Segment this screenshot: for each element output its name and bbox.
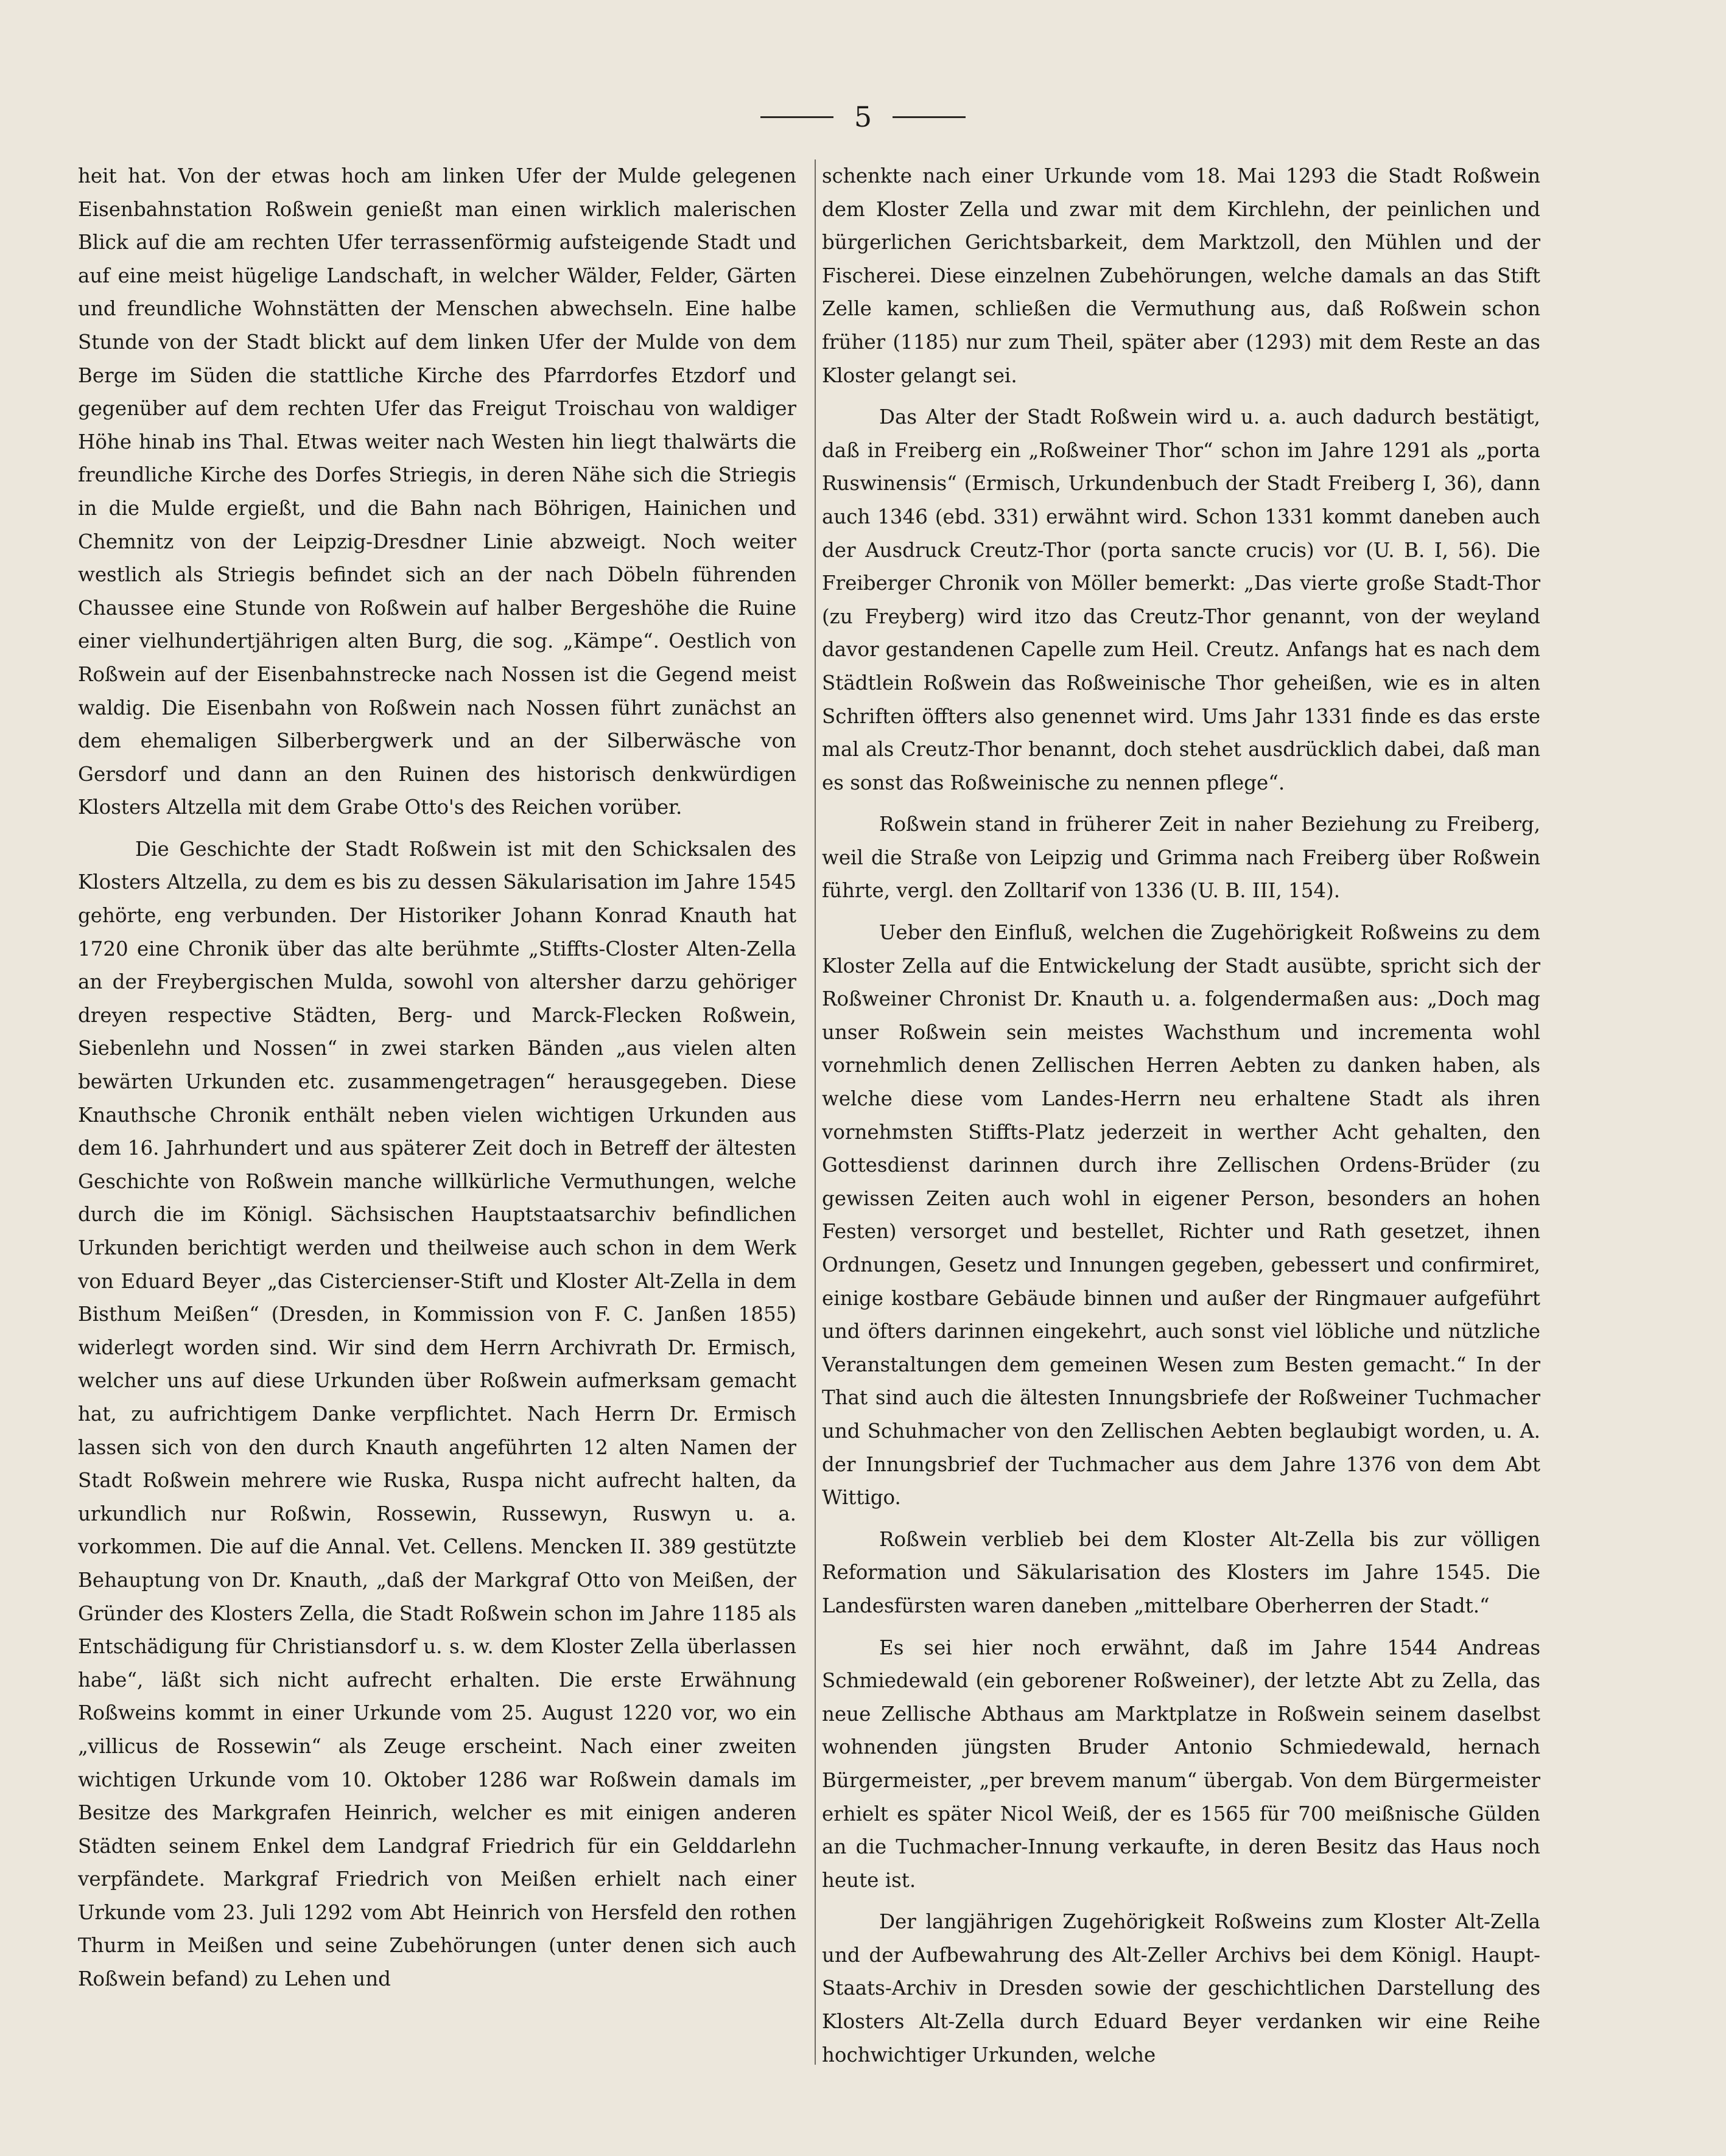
paragraph: Roßwein verblieb bei dem Kloster Alt-Zella bis zur völligen Reformation und Säkularisation des Klosters im Jahre 1545. Die Landesfürsten waren daneben „mittelbare Oberherren der Stadt.“ bbox=[822, 1527, 1540, 1617]
paragraph: schenkte nach einer Urkunde vom 18. Mai 1293 die Stadt Roßwein dem Kloster Zella und zwar mit dem Kirchlehn, der peinlichen und bürgerlichen Gerichtsbarkeit, dem Marktzoll, den Mühlen und der Fischerei. Diese einzelnen Zubehörungen, welche damals an das Stift Zelle kamen, schließen die Vermuthung aus, daß Roßwein schon früher (1185) nur zum Theil, später aber (1293) mit dem Reste an das Kloster gelangt sei. bbox=[822, 164, 1540, 387]
header-rule-right bbox=[893, 116, 966, 118]
paragraph: Das Alter der Stadt Roßwein wird u. a. auch dadurch bestätigt, daß in Freiberg ein „Roßweiner Thor“ schon im Jahre 1291 als „porta Ruswinensis“ (Ermisch, Urkundenbuch der Stadt Freiberg I, 36), dann auch 1346 (ebd. 331) erwähnt wird. Schon 1331 kommt daneben auch der Ausdruck Creutz-Thor (porta sancte crucis) vor (U. B. I, 56). Die Freiberger Chronik von Möller bemerkt: „Das vierte große Stadt-Thor (zu Freyberg) wird itzo das Creutz-Thor genannt, von der weyland davor gestandenen Capelle zum Heil. Creutz. Anfangs hat es nach dem Städtlein Roßwein das Roßweinische Thor geheißen, wie es in alten Schriften öffters also genennet wird. Ums Jahr 1331 finde es das erste mal als Creutz-Thor benannt, doch stehet ausdrücklich dabei, daß man es sonst das Roßweinische zu nennen pflege“. bbox=[822, 405, 1540, 794]
header-rule-left bbox=[760, 116, 833, 118]
paragraph: Ueber den Einfluß, welchen die Zugehörigkeit Roßweins zu dem Kloster Zella auf die Entwickelung der Stadt ausübte, spricht sich der Roßweiner Chronist Dr. Knauth u. a. folgendermaßen aus: „Doch mag unser Roßwein sein meistes Wachsthum und incrementa wohl vornehmlich denen Zellischen Herren Aebten zu danken haben, als welche diese vom Landes-Herrn neu erhaltene Stadt als ihren vornehmsten Stiffts-Platz jederzeit in werther Acht gehalten, den Gottesdienst darinnen durch ihre Zellischen Ordens-Brüder (zu gewissen Zeiten auch wohl in eigener Person, besonders an hohen Festen) versorget und bestellet, Richter und Rath gesetzet, ihnen Ordnungen, Gesetz und Innungen gegeben, gebessert und confirmiret, einige kostbare Gebäude binnen und außer der Ringmauer aufgeführt und öfters darinnen eingekehrt, auch sonst viel löbliche und nützliche Veranstaltungen dem gemeinen Wesen zum Besten gemacht.“ In der That sind auch die ältesten Innungsbriefe der Roßweiner Tuchmacher und Schuhmacher von den Zellischen Aebten beglaubigt worden, u. A. der Innungsbrief der Tuchmacher aus dem Jahre 1376 von dem Abt Wittigo. bbox=[822, 921, 1540, 1510]
paragraph: heit hat. Von der etwas hoch am linken Ufer der Mulde gelegenen Eisenbahnstation Roßwein genießt man einen wirklich malerischen Blick auf die am rechten Ufer terrassenförmig aufsteigende Stadt und auf eine meist hügelige Landschaft, in welcher Wälder, Felder, Gärten und freundliche Wohnstätten der Menschen abwechseln. Eine halbe Stunde von der Stadt blickt auf dem linken Ufer der Mulde von dem Berge im Süden die stattliche Kirche des Pfarrdorfes Etzdorf und gegenüber auf dem rechten Ufer das Freigut Troischau von waldiger Höhe hinab ins Thal. Etwas weiter nach Westen hin liegt thalwärts die freundliche Kirche des Dorfes Striegis, in deren Nähe sich die Striegis in die Mulde ergießt, und die Bahn nach Böhrigen, Hainichen und Chemnitz von der Leipzig-Dresdner Linie abzweigt. Noch weiter westlich als Striegis befindet sich an der nach Döbeln führenden Chaussee eine Stunde von Roßwein auf halber Bergeshöhe die Ruine einer vielhundertjährigen alten Burg, die sog. „Kämpe“. Oestlich von Roßwein auf der Eisenbahnstrecke nach Nossen ist die Gegend meist waldig. Die Eisenbahn von Roßwein nach Nossen führt zunächst an dem ehemaligen Silberbergwerk und an der Silberwäsche von Gersdorf und dann an den Ruinen des historisch denkwürdigen Klosters Altzella mit dem Grabe Otto's des Reichen vorüber. bbox=[78, 164, 796, 819]
right-column bbox=[822, 159, 1540, 2077]
paragraph: Es sei hier noch erwähnt, daß im Jahre 1544 Andreas Schmiedewald (ein geborener Roßweiner), der letzte Abt zu Zella, das neue Zellische Abthaus am Marktplatze in Roßwein seinem daselbst wohnenden jüngsten Bruder Antonio Schmiedewald, hernach Bürgermeister, „per brevem manum“ übergab. Von dem Bürgermeister erhielt es später Nicol Weiß, der es 1565 für 700 meißnische Gülden an die Tuchmacher-Innung verkaufte, in deren Besitz das Haus noch heute ist. bbox=[822, 1636, 1540, 1892]
column-divider bbox=[815, 159, 816, 2065]
paragraph: Der langjährigen Zugehörigkeit Roßweins zum Kloster Alt-Zella und der Aufbewahrung des Alt-Zeller Archivs bei dem Königl. Haupt-Staats-Archiv in Dresden sowie der geschichtlichen Darstellung des Klosters Alt-Zella durch Eduard Beyer verdanken wir eine Reihe hochwichtiger Urkunden, welche bbox=[822, 1910, 1540, 2067]
page-header bbox=[0, 93, 1726, 141]
left-column bbox=[78, 159, 796, 2077]
paragraph: Roßwein stand in früherer Zeit in naher Beziehung zu Freiberg, weil die Straße von Leipzig und Grimma nach Freiberg über Roßwein führte, vergl. den Zolltarif von 1336 (U. B. III, 154). bbox=[822, 813, 1540, 903]
paragraph: Die Geschichte der Stadt Roßwein ist mit den Schicksalen des Klosters Altzella, zu dem es bis zu dessen Säkularisation im Jahre 1545 gehörte, eng verbunden. Der Historiker Johann Konrad Knauth hat 1720 eine Chronik über das alte berühmte „Stiffts-Closter Alten-Zella an der Freybergischen Mulda, sowohl von altersher darzu gehöriger dreyen respective Städten, Berg- und Marck-Flecken Roßwein, Siebenlehn und Nossen“ in zwei starken Bänden „aus vielen alten bewärten Urkunden etc. zusammengetragen“ herausgegeben. Diese Knauthsche Chronik enthält neben vielen wichtigen Urkunden aus dem 16. Jahrhundert und aus späterer Zeit doch in Betreff der ältesten Geschichte von Roßwein manche willkürliche Vermuthungen, welche durch die im Königl. Sächsischen Hauptstaatsarchiv befindlichen Urkunden berichtigt werden und theilweise auch schon in dem Werk von Eduard Beyer „das Cistercienser-Stift und Kloster Alt-Zella in dem Bisthum Meißen“ (Dresden, in Kommission von F. C. Janßen 1855) widerlegt worden sind. Wir sind dem Herrn Archivrath Dr. Ermisch, welcher uns auf diese Urkunden über Roßwein aufmerksam gemacht hat, zu aufrichtigem Danke verpflichtet. Nach Herrn Dr. Ermisch lassen sich von den durch Knauth angeführten 12 alten Namen der Stadt Roßwein mehrere wie Ruska, Ruspa nicht aufrecht halten, da urkundlich nur Roßwin, Rossewin, Russewyn, Ruswyn u. a. vorkommen. Die auf die Annal. Vet. Cellens. Mencken II. 389 gestützte Behauptung von Dr. Knauth, „daß der Markgraf Otto von Meißen, der Gründer des Klosters Zella, die Stadt Roßwein schon im Jahre 1185 als Entschädigung für Christiansdorf u. s. w. dem Kloster Zella überlassen habe“, läßt sich nicht aufrecht erhalten. Die erste Erwähnung Roßweins kommt in einer Urkunde vom 25. August 1220 vor, wo ein „villicus de Rossewin“ als Zeuge erscheint. Nach einer zweiten wichtigen Urkunde vom 10. Oktober 1286 war Roßwein damals im Besitze des Markgrafen Heinrich, welcher es mit einigen anderen Städten seinem Enkel dem Landgraf Friedrich für ein Gelddarlehn verpfändete. Markgraf Friedrich von Meißen erhielt nach einer Urkunde vom 23. Juli 1292 vom Abt Heinrich von Hersfeld den rothen Thurm in Meißen und seine Zubehörungen (unter denen sich auch Roßwein befand) zu Lehen und bbox=[78, 837, 796, 1991]
page-number: 5 bbox=[854, 100, 872, 133]
